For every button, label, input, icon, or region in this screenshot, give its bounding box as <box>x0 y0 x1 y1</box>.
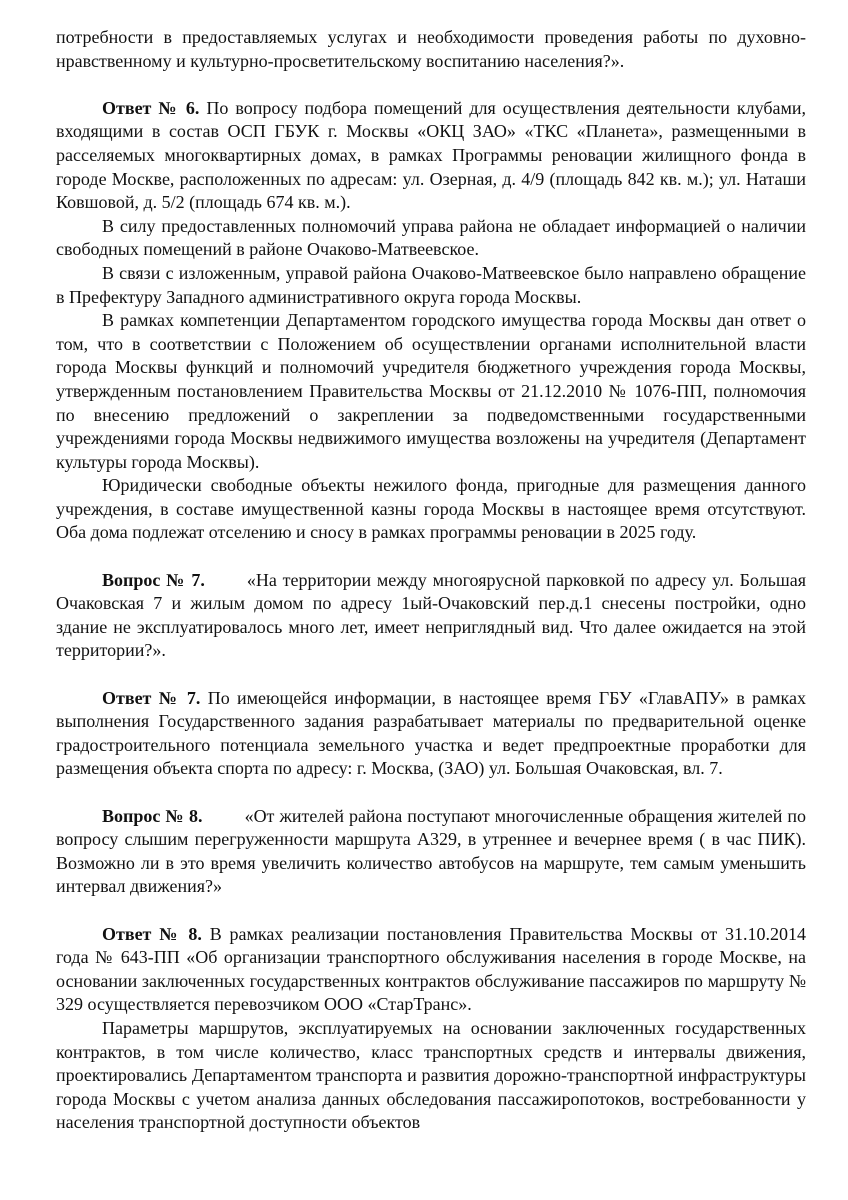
answer-6 <box>56 97 806 215</box>
question-label: Вопрос № 7. <box>102 569 205 590</box>
paragraph-text: В рамках компетенции Департаментом городского имущества города Москвы дан ответ о том, что в соответствии с Положением об осуществлении органами исполнительной власти города Москвы функций и полномочий учредителя бюджетного учреждения города Москвы, утвержденным постановлением Правительства Москвы от 21.12.2010 № 1076-ПП, полномочия по внесению предложений о закреплении за подведомственными государственными учреждениями города Москвы недвижимого имущества возложены на учредителя (Департамент культуры города Москвы). <box>56 310 806 472</box>
answer-label: Ответ № 6. <box>102 97 200 118</box>
question-7 <box>56 569 806 663</box>
paragraph <box>56 474 806 545</box>
paragraph-text: Юридически свободные объекты нежилого фонда, пригодные для размещения данного учреждения, в составе имущественной казны города Москвы в настоящее время отсутствуют. Оба дома подлежат отселению и сносу в рамках программы реновации в 2025 году. <box>56 475 806 543</box>
question-text: «На территории между многоярусной парковкой по адресу ул. Большая Очаковская 7 и жилым домом по адресу 1ый-Очаковский пер.д.1 снесены постройки, одно здание не эксплуатировалось много лет, имеет неприглядный вид. Что далее ожидается на этой территории?». <box>56 569 806 661</box>
question-label: Вопрос № 8. <box>102 805 203 826</box>
paragraph-continuation <box>56 26 806 73</box>
paragraph <box>56 215 806 262</box>
paragraph-text: В силу предоставленных полномочий управа района не обладает информацией о наличии свободных помещений в районе Очаково-Матвеевское. <box>56 215 806 260</box>
answer-label: Ответ № 8. <box>102 923 202 944</box>
answer-label: Ответ № 7. <box>102 687 201 708</box>
paragraph <box>56 309 806 474</box>
answer-text: По вопросу подбора помещений для осуществления деятельности клубами, входящими в состав ОСП ГБУК г. Москвы «ОКЦ ЗАО» «ТКС «Планета», размещенными в расселяемых многоквартирных домах, в рамках Программы реновации жилищного фонда в городе Москве, расположенных по адресам: ул. Озерная, д. 4/9 (площадь 842 кв. м.); ул. Наташи Ковшовой, д. 5/2 (площадь 674 кв. м.). <box>56 97 807 213</box>
answer-text: В рамках реализации постановления Правительства Москвы от 31.10.2014 года № 643-ПП «Об организации транспортного обслуживания населения в городе Москве, на основании заключенных государственных контрактов обслуживание пассажиров по маршруту № 329 осуществляется перевозчиком ООО «СтарТранс». <box>56 923 807 1015</box>
paragraph-text: В связи с изложенным, управой района Очаково-Матвеевское было направлено обращение в Префектуру Западного административного округа города Москвы. <box>56 262 806 307</box>
paragraph <box>56 262 806 309</box>
paragraph <box>56 1017 806 1135</box>
question-8 <box>56 805 806 899</box>
question-text: «От жителей района поступают многочисленные обращения жителей по вопросу слышим перегруженности маршрута А329, в утреннее и вечернее время ( в час ПИК). Возможно ли в это время увеличить количество автобусов на маршруте, тем самым уменьшить интервал движения?» <box>56 805 806 897</box>
paragraph-text: Параметры маршрутов, эксплуатируемых на основании заключенных государственных контрактов, в том числе количество, класс транспортных средств и интервалы движения, проектировались Департаментом транспорта и развития дорожно-транспортной инфраструктуры города Москвы с учетом анализа данных обследования пассажиропотоков, востребованности у населения транспортной доступности объектов <box>56 1017 806 1133</box>
answer-text: По имеющейся информации, в настоящее время ГБУ «ГлавАПУ» в рамках выполнения Государственного задания разрабатывает материалы по предварительной оценке градостроительного потенциала земельного участка и ведет предпроектные проработки для размещения объекта спорта по адресу: г. Москва, (ЗАО) ул. Большая Очаковская, вл. 7. <box>56 687 806 779</box>
answer-8 <box>56 923 806 1017</box>
paragraph-text: потребности в предоставляемых услугах и необходимости проведения работы по духовно-нравственному и культурно-просветительскому воспитанию населения?». <box>56 27 806 71</box>
answer-7 <box>56 687 806 781</box>
